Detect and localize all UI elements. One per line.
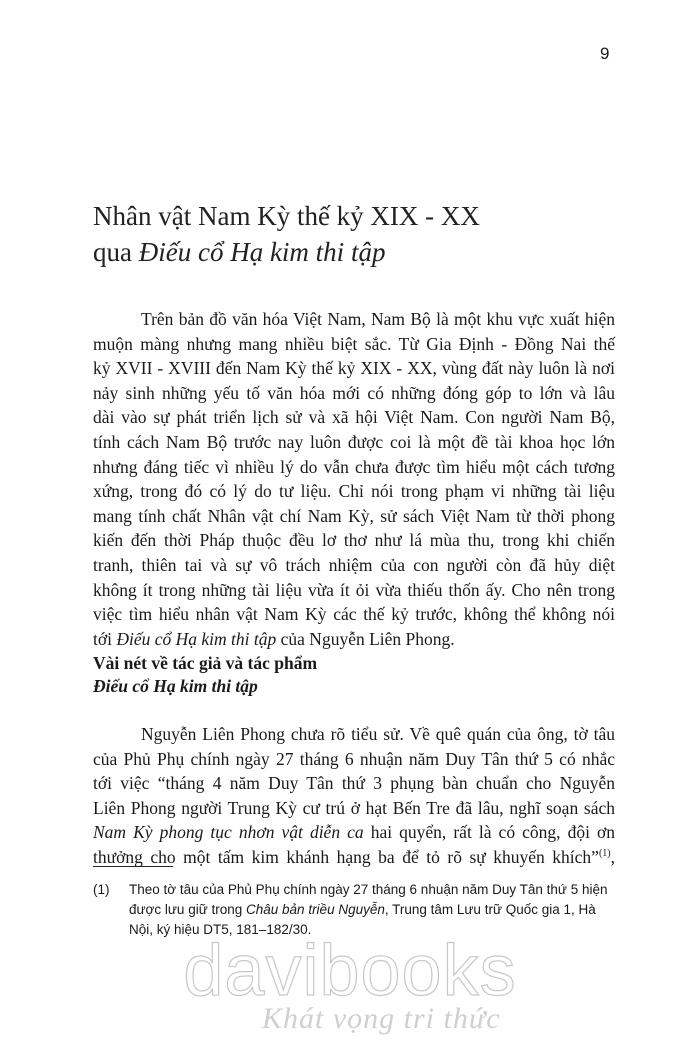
text-line: tính cách Nam Bộ trước nay luôn được coi là một đề tài khoa học lớn bbox=[93, 431, 615, 452]
section-heading-line-1: Vài nét về tác giả và tác phẩm bbox=[93, 653, 318, 673]
text-line: của Phủ Phụ chính ngày 27 tháng 6 nhuận năm Duy Tân thứ 5 có nhắc bbox=[93, 748, 615, 769]
footnote-number: (1) bbox=[93, 882, 110, 897]
text-segment: được lưu giữ trong bbox=[129, 902, 247, 917]
text-line: kiến đến thời Pháp thuộc đều lơ thơ như lá mùa thu, trong khi chiến bbox=[93, 530, 615, 551]
text-line: kỷ XVII - XVIII đến Nam Kỳ thế kỷ XIX - XX, vùng đất này luôn là nơi bbox=[93, 358, 615, 379]
text-line: dài vào sự phát triển lịch sử và xã hội Việt Nam. Con người Nam Bộ, bbox=[93, 407, 615, 428]
watermark-brand: davibooks bbox=[183, 931, 517, 1011]
work-title: Điếu cổ Hạ kim thi tập bbox=[116, 628, 277, 649]
body-paragraph bbox=[93, 722, 615, 870]
section-heading bbox=[93, 652, 317, 698]
text-line: nảy sinh những yếu tố văn hóa mới có những đóng góp to lớn và lâu bbox=[93, 382, 615, 403]
text-line: mang tính chất Nhân vật chí Nam Kỳ, sử sách Việt Nam từ thời phong bbox=[93, 505, 615, 526]
text-line-last bbox=[93, 627, 615, 652]
section-heading-line-2: Điếu cổ Hạ kim thi tập bbox=[93, 676, 258, 696]
footnote-divider bbox=[93, 866, 173, 867]
footnote-line bbox=[129, 900, 623, 920]
text-segment: , Trung tâm Lưu trữ Quốc gia 1, Hà bbox=[384, 902, 596, 917]
chapter-title-prefix: qua bbox=[93, 237, 139, 267]
text-line: muộn màng nhưng mang nhiều biệt sắc. Từ Gia Định - Đồng Nai thế bbox=[93, 333, 615, 354]
footnote-line: Theo tờ tâu của Phủ Phụ chính ngày 27 tháng 6 nhuận năm Duy Tân thứ 5 hiện bbox=[129, 882, 608, 897]
watermark-tagline: Khát vọng tri thức bbox=[262, 1002, 501, 1035]
text-line: Nguyễn Liên Phong chưa rõ tiểu sử. Về quê quán của ông, tờ tâu bbox=[141, 724, 615, 744]
text-segment: hai quyển, rất là có công, đội ơn bbox=[363, 822, 615, 843]
text-line: tới việc “tháng 4 năm Duy Tân thứ 3 phụng bàn chuẩn cho Nguyễn bbox=[93, 773, 615, 794]
text-segment: của Nguyễn Liên Phong. bbox=[276, 628, 455, 649]
text-line: Trên bản đồ văn hóa Việt Nam, Nam Bộ là một khu vực xuất hiện bbox=[141, 309, 615, 329]
chapter-title-line-1: Nhân vật Nam Kỳ thế kỷ XIX - XX bbox=[93, 201, 480, 231]
text-line: việc tìm hiểu nhân vật Nam Kỳ các thế kỷ trước, không thể không nói bbox=[93, 604, 615, 625]
text-line: Liên Phong người Trung Kỳ cư trú ở hạt Bến Tre đã lâu, nghĩ soạn sách bbox=[93, 797, 615, 818]
text-line: xứng, trong đó có lý do tư liệu. Chỉ nói trong phạm vi những tài liệu bbox=[93, 481, 615, 502]
text-line: tranh, thiên tai và sự vô trách nhiệm của con người còn đã hủy diệt bbox=[93, 554, 615, 575]
work-title: Nam Kỳ phong tục nhơn vật diễn ca bbox=[93, 822, 364, 843]
text-segment: thưởng cho một tấm kim khánh hạng ba để tỏ rõ sự khuyến khích” bbox=[93, 846, 599, 867]
chapter-title-work: Điếu cổ Hạ kim thi tập bbox=[138, 237, 386, 267]
text-segment: tới bbox=[93, 628, 117, 649]
chapter-title-line-2 bbox=[93, 234, 480, 270]
footnote-line: Nội, ký hiệu DT5, 181–182/30. bbox=[129, 922, 312, 937]
text-line: nhưng đáng tiếc vì nhiều lý do vẫn chưa được tìm hiểu một cách tương bbox=[93, 456, 615, 477]
source-title: Châu bản triều Nguyễn bbox=[246, 902, 385, 917]
page-number: 9 bbox=[600, 44, 610, 63]
chapter-title bbox=[93, 198, 480, 270]
text-segment: , bbox=[610, 846, 615, 867]
intro-paragraph bbox=[93, 307, 615, 651]
text-line: không ít trong những tài liệu vừa ít ỏi vừa thiếu thốn ấy. Cho nên trong bbox=[93, 579, 615, 600]
text-line bbox=[93, 820, 615, 845]
footnote-marker: (1) bbox=[598, 848, 611, 860]
